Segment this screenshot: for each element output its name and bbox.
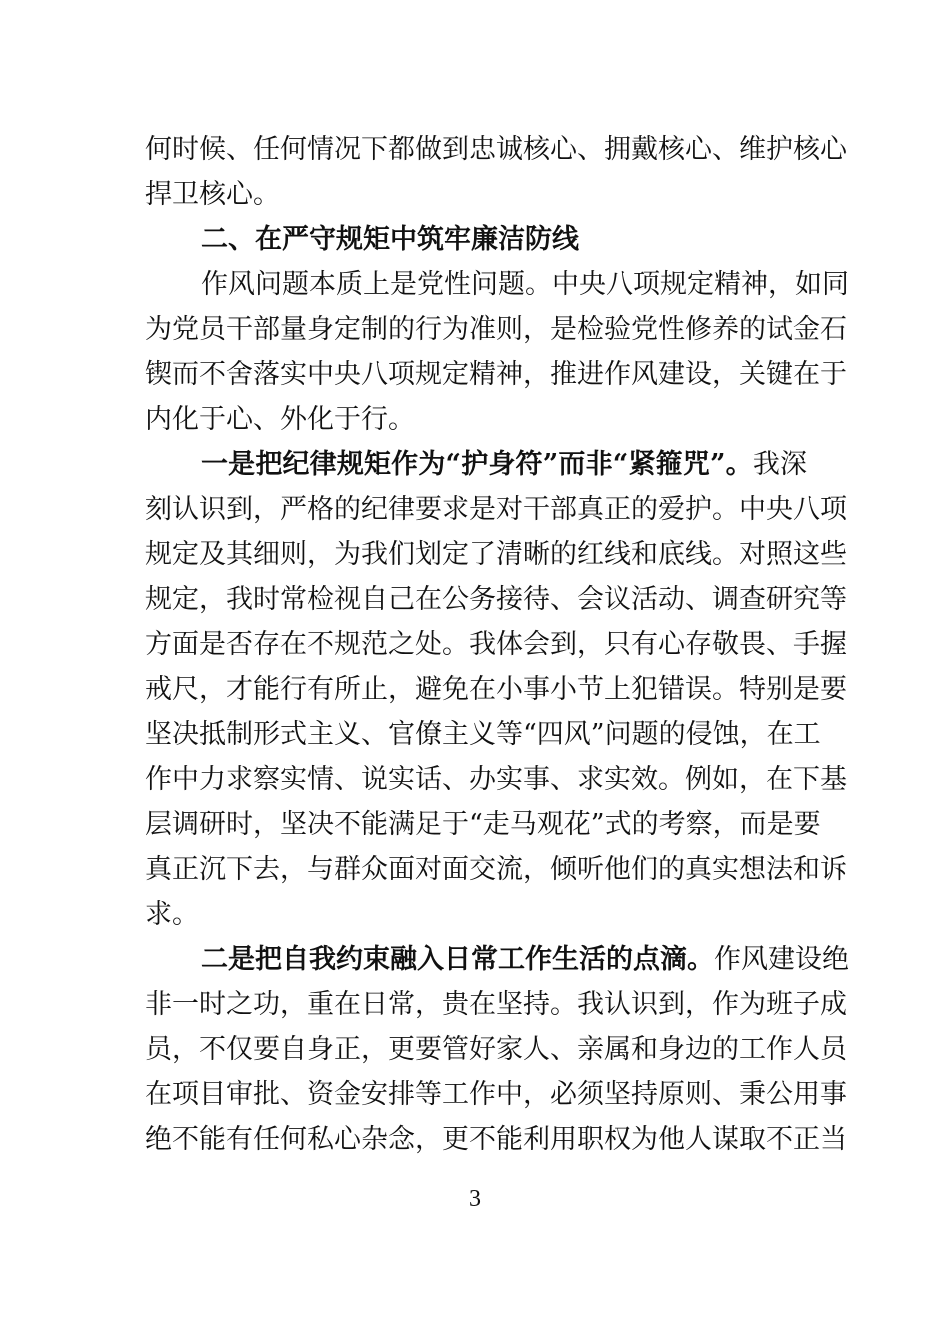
- text: 刻认识到，严格的纪律要求是对干部真正的爱护。中央八项: [145, 494, 847, 525]
- text: 绝不能有任何私心杂念，更不能利用职权为他人谋取不正当: [145, 1124, 847, 1155]
- document-body: [145, 127, 849, 1162]
- bold-text: 一是把纪律规矩作为“护身符”而非“紧箍咒”。: [201, 449, 753, 480]
- text: 锲而不舍落实中央八项规定精神，推进作风建设，关键在于: [145, 359, 847, 390]
- text-line: [145, 217, 807, 262]
- text-line: [145, 487, 847, 532]
- text: 规定及其细则，为我们划定了清晰的红线和底线。对照这些: [145, 539, 847, 570]
- text: 方面是否存在不规范之处。我体会到，只有心存敬畏、手握: [145, 629, 847, 660]
- text-line: [145, 712, 821, 757]
- bold-text: 二、在严守规矩中筑牢廉洁防线: [201, 224, 579, 255]
- text: 我深: [752, 449, 807, 480]
- text-line: [145, 172, 807, 217]
- text-line: [145, 847, 847, 892]
- text: 何时候、任何情况下都做到忠诚核心、拥戴核心、维护核心: [145, 134, 847, 165]
- text-line: [145, 937, 849, 982]
- text: 为党员干部量身定制的行为准则，是检验党性修养的试金石: [145, 314, 847, 345]
- text-line: [145, 667, 847, 712]
- text: 求。: [145, 899, 199, 930]
- text: 作中力求察实情、说实话、办实事、求实效。例如，在下基: [145, 764, 847, 795]
- text-line: [145, 262, 849, 307]
- bold-text: 二是把自我约束融入日常工作生活的点滴。: [201, 944, 714, 975]
- text: 作风建设绝: [714, 944, 849, 975]
- text-line: [145, 532, 847, 577]
- text-line: [145, 307, 847, 352]
- text: 作风问题本质上是党性问题。中央八项规定精神，如同: [201, 269, 849, 300]
- text: 非一时之功，重在日常，贵在坚持。我认识到，作为班子成: [145, 989, 847, 1020]
- page-number: 3: [469, 1186, 481, 1212]
- text-line: [145, 1072, 847, 1117]
- text-line: [145, 982, 847, 1027]
- text-line: [145, 622, 847, 667]
- text: 捍卫核心。: [145, 179, 280, 210]
- text: 在项目审批、资金安排等工作中，必须坚持原则、秉公用事: [145, 1079, 847, 1110]
- text-line: [145, 442, 807, 487]
- text: 规定，我时常检视自己在公务接待、会议活动、调查研究等: [145, 584, 847, 615]
- text-line: [145, 577, 847, 622]
- text: 员，不仅要自身正，更要管好家人、亲属和身边的工作人员: [145, 1034, 847, 1065]
- text: 真正沉下去，与群众面对面交流，倾听他们的真实想法和诉: [145, 854, 847, 885]
- text: 内化于心、外化于行。: [145, 404, 415, 435]
- text: 坚决抵制形式主义、官僚主义等“四风”问题的侵蚀，在工: [145, 719, 821, 750]
- text-line: [145, 397, 807, 442]
- text-line: [145, 127, 847, 172]
- text-line: [145, 352, 847, 397]
- text-line: [145, 892, 807, 937]
- text-line: [145, 1027, 847, 1072]
- text: 层调研时，坚决不能满足于“走马观花”式的考察，而是要: [145, 809, 821, 840]
- text-line: [145, 757, 847, 802]
- text-line: [145, 802, 821, 847]
- text-line: [145, 1117, 847, 1162]
- text: 戒尺，才能行有所止，避免在小事小节上犯错误。特别是要: [145, 674, 847, 705]
